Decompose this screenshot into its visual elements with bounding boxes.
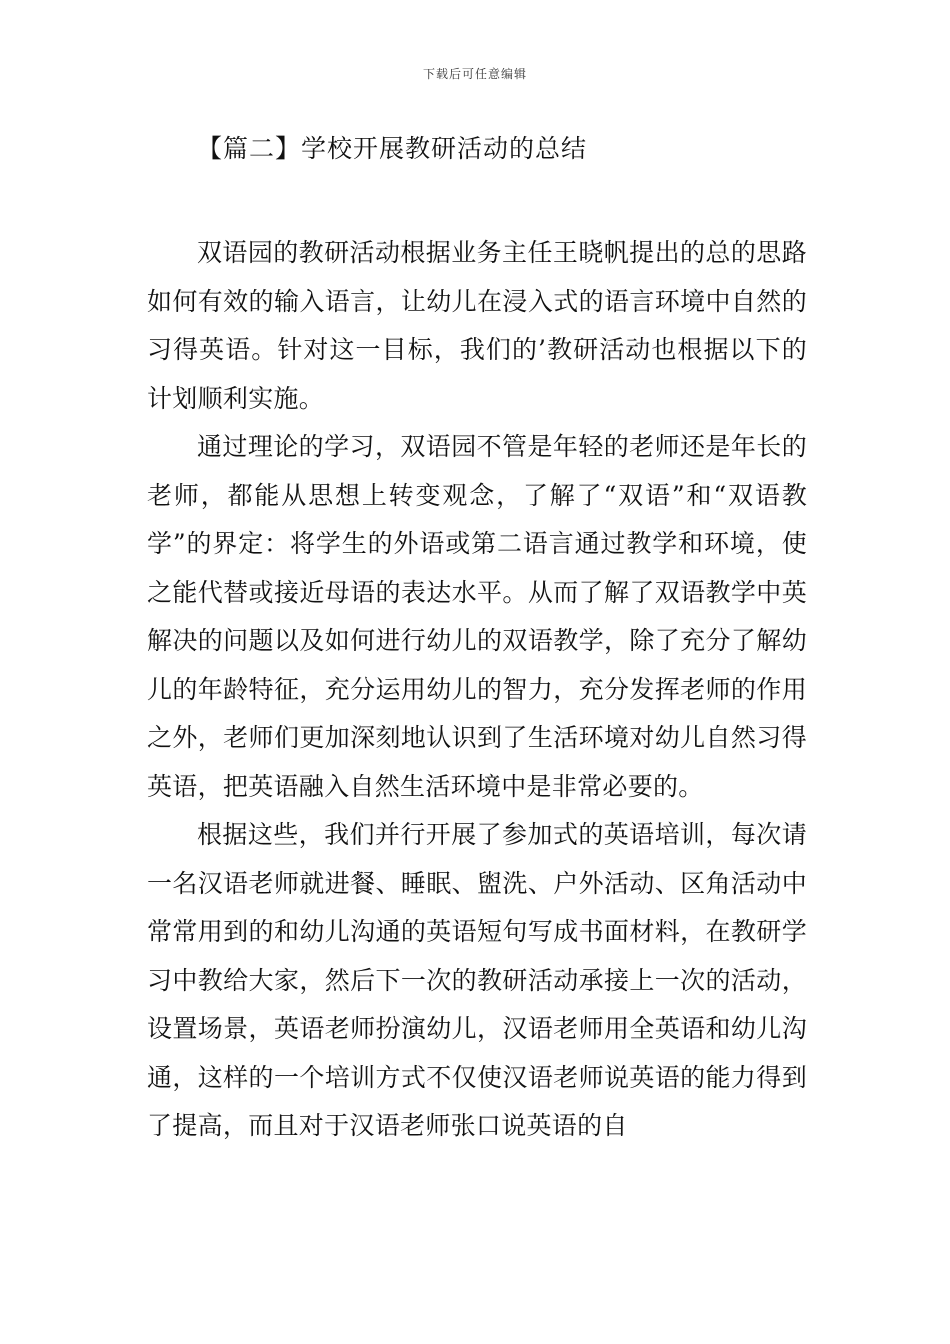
page-header-note: 下载后可任意编辑	[422, 67, 527, 81]
document-body	[147, 229, 807, 1151]
paragraph: 根据这些，我们并行开展了参加式的英语培训，每次请一名汉语老师就进餐、睡眠、盥洗、户外活动、区角活动中常常用到的和幼儿沟通的英语短句写成书面材料，在教研学习中教给大家，然后下一次的教研活动承接上一次的活动，设置场景，英语老师扮演幼儿，汉语老师用全英语和幼儿沟通，这样的一个培训方式不仅使汉语老师说英语的能力得到了提高，而且对于汉语老师张口说英语的自	[147, 820, 807, 1140]
paragraph: 双语园的教研活动根据业务主任王晓帆提出的总的思路如何有效的输入语言，让幼儿在浸入式的语言环境中自然的习得英语。针对这一目标，我们的’教研活动也根据以下的计划顺利实施。	[147, 238, 807, 413]
paragraph: 通过理论的学习，双语园不管是年轻的老师还是年长的老师，都能从思想上转变观念，了解了“双语”和“双语教学”的界定：将学生的外语或第二语言通过教学和环境，使之能代替或接近母语的表达水平。从而了解了双语教学中英解决的问题以及如何进行幼儿的双语教学，除了充分了解幼儿的年龄特征，充分运用幼儿的智力，充分发挥老师的作用之外，老师们更加深刻地认识到了生活环境对幼儿自然习得英语，把英语融入自然生活环境中是非常必要的。	[147, 432, 807, 801]
document-title: 【篇二】学校开展教研活动的总结	[197, 134, 588, 163]
